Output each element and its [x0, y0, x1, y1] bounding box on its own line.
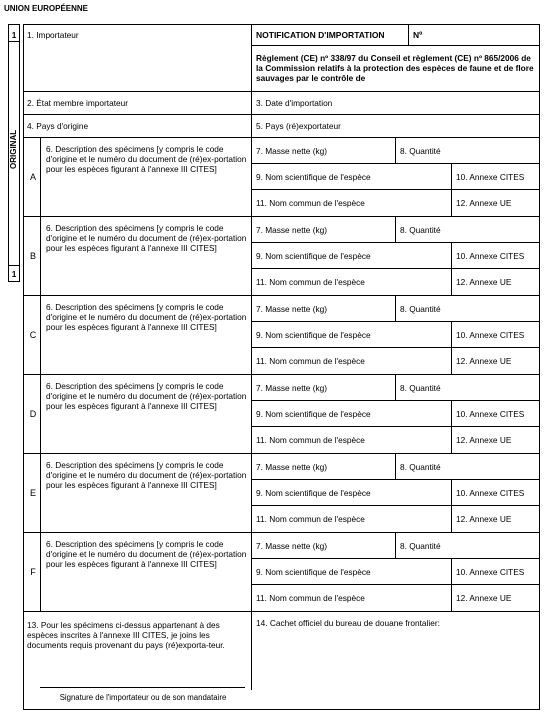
margin-top-number: 1 — [11, 30, 17, 40]
net-mass-label: 7. Masse nette (kg) — [256, 146, 328, 156]
specimen-letter: F — [30, 567, 36, 577]
common-name-label: 11. Nom commun de l'espèce — [256, 356, 365, 366]
eu-annex-label: 12. Annexe UE — [456, 198, 512, 208]
net-mass-label: 7. Masse nette (kg) — [256, 462, 328, 472]
scientific-name-label: 9. Nom scientifique de l'espèce — [256, 567, 371, 577]
cites-annex-label: 10. Annexe CITES — [456, 251, 525, 261]
eu-annex-label: 12. Annexe UE — [456, 356, 512, 366]
specimen-letter: D — [29, 409, 37, 419]
cites-annex-label: 10. Annexe CITES — [456, 567, 525, 577]
import-date-label: 3. Date d'importation — [256, 98, 333, 108]
net-mass-label: 7. Masse nette (kg) — [256, 225, 328, 235]
eu-annex-label: 12. Annexe UE — [456, 593, 512, 603]
regulation-text: Règlement (CE) nº 338/97 du Conseil et règlement (CE) nº 865/2006 de la Commission relatifs à la protection des espèces de faune et de flore sauvages par le contrôle de — [256, 53, 534, 83]
common-name-label: 11. Nom commun de l'espèce — [256, 514, 365, 524]
common-name-label: 11. Nom commun de l'espèce — [256, 198, 365, 208]
specimen-description-label: 6. Description des spécimens [y compris le code d'origine et le numéro du document de (ré)ex-portation pour les espèces figurant à l'annexe III CITES] — [46, 144, 247, 174]
origin-country-label: 4. Pays d'origine — [27, 121, 89, 131]
cites-annex-label: 10. Annexe CITES — [456, 409, 525, 419]
quantity-label: 8. Quantité — [400, 462, 441, 472]
specimen-letter: C — [29, 330, 37, 340]
specimen-description-label: 6. Description des spécimens [y compris le code d'origine et le numéro du document de (ré)ex-portation pour les espèces figurant à l'annexe III CITES] — [46, 302, 247, 332]
specimen-description-label: 6. Description des spécimens [y compris le code d'origine et le numéro du document de (ré)ex-portation pour les espèces figurant à l'annexe III CITES] — [46, 460, 247, 490]
net-mass-label: 7. Masse nette (kg) — [256, 541, 328, 551]
cites-annex-label: 10. Annexe CITES — [456, 488, 525, 498]
common-name-label: 11. Nom commun de l'espèce — [256, 277, 365, 287]
eu-annex-label: 12. Annexe UE — [456, 435, 512, 445]
quantity-label: 8. Quantité — [400, 225, 441, 235]
specimen-description-label: 6. Description des spécimens [y compris le code d'origine et le numéro du document de (ré)ex-portation pour les espèces figurant à l'annexe III CITES] — [46, 223, 247, 253]
signature-label: Signature de l'importateur ou de son mandataire — [59, 693, 227, 702]
specimen-letter: E — [29, 488, 36, 498]
margin-middle-number: 1 — [11, 269, 17, 279]
original-label: ORIGINAL — [9, 129, 18, 169]
specimen-letter: A — [29, 172, 36, 182]
scientific-name-label: 9. Nom scientifique de l'espèce — [256, 488, 371, 498]
scientific-name-label: 9. Nom scientifique de l'espèce — [256, 409, 371, 419]
specimen-letter: B — [29, 251, 36, 261]
reexport-country-label: 5. Pays (ré)exportateur — [256, 121, 341, 131]
importer-label: 1. Importateur — [27, 30, 79, 40]
union-header: UNION EUROPÉENNE — [4, 4, 89, 13]
common-name-label: 11. Nom commun de l'espèce — [256, 435, 365, 445]
cites-annex-label: 10. Annexe CITES — [456, 172, 525, 182]
customs-stamp-label: 14. Cachet officiel du bureau de douane frontalier: — [256, 618, 440, 628]
specimen-description-label: 6. Description des spécimens [y compris le code d'origine et le numéro du document de (ré)ex-portation pour les espèces figurant à l'annexe III CITES] — [46, 539, 247, 569]
scientific-name-label: 9. Nom scientifique de l'espèce — [256, 172, 371, 182]
notification-title: NOTIFICATION D'IMPORTATION — [256, 30, 385, 40]
scientific-name-label: 9. Nom scientifique de l'espèce — [256, 251, 371, 261]
signature-line — [40, 687, 245, 688]
net-mass-label: 7. Masse nette (kg) — [256, 383, 328, 393]
member-state-label: 2. État membre importateur — [27, 98, 128, 108]
eu-annex-label: 12. Annexe UE — [456, 514, 512, 524]
eu-annex-label: 12. Annexe UE — [456, 277, 512, 287]
common-name-label: 11. Nom commun de l'espèce — [256, 593, 365, 603]
cites-annex-label: 10. Annexe CITES — [456, 330, 525, 340]
quantity-label: 8. Quantité — [400, 541, 441, 551]
documents-declaration: 13. Pour les spécimens ci-dessus appartenant à des espèces inscrites à l'annexe III CITES, je joins les documents requis provenant du pays (ré)exporta-teur. — [27, 620, 225, 650]
specimen-description-label: 6. Description des spécimens [y compris le code d'origine et le numéro du document de (ré)ex-portation pour les espèces figurant à l'annexe III CITES] — [46, 381, 247, 411]
quantity-label: 8. Quantité — [400, 304, 441, 314]
quantity-label: 8. Quantité — [400, 383, 441, 393]
quantity-label: 8. Quantité — [400, 146, 441, 156]
net-mass-label: 7. Masse nette (kg) — [256, 304, 328, 314]
notification-number-label: Nº — [413, 30, 423, 40]
scientific-name-label: 9. Nom scientifique de l'espèce — [256, 330, 371, 340]
